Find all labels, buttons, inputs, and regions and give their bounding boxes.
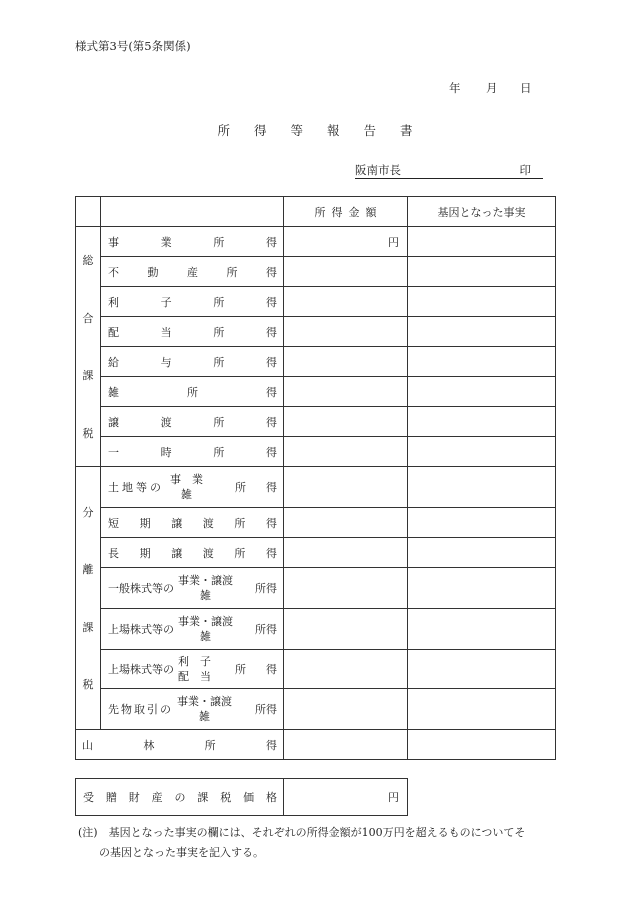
amount-field[interactable] — [284, 650, 408, 689]
amount-field[interactable] — [284, 730, 408, 760]
footnote-line-1: (注) 基因となった事実の欄には、それぞれの所得金額が100万円を超えるものについてそ — [78, 826, 526, 839]
header-blank-cell — [76, 197, 101, 227]
row-label-miscellaneous: 雑 所 得 — [101, 377, 284, 407]
form-number: 様式第3号(第5条関係) — [75, 39, 191, 53]
reason-field[interactable] — [408, 227, 556, 257]
reason-field[interactable] — [408, 538, 556, 568]
row-label-general-stocks: 一般株式等の 事業・譲渡 雑 所得 — [101, 568, 284, 609]
row-label-futures: 先物取引の 事業・譲渡 雑 所得 — [101, 689, 284, 730]
reason-field[interactable] — [408, 689, 556, 730]
title-char: 等 — [290, 123, 303, 138]
income-table — [75, 196, 556, 760]
amount-field[interactable] — [284, 609, 408, 650]
reason-field[interactable] — [408, 257, 556, 287]
amount-field[interactable] — [284, 689, 408, 730]
reason-field[interactable] — [408, 407, 556, 437]
gift-amount-field[interactable]: 円 — [284, 779, 408, 816]
reason-field[interactable] — [408, 437, 556, 467]
gift-label: 受 贈 財 産 の 課 税 価 格 — [76, 779, 284, 816]
date-year-label: 年 — [449, 81, 461, 95]
amount-field[interactable] — [284, 538, 408, 568]
footnote — [78, 823, 558, 863]
reason-field[interactable] — [408, 609, 556, 650]
amount-field[interactable] — [284, 508, 408, 538]
header-reason: 基因となった事実 — [408, 197, 556, 227]
amount-field[interactable] — [284, 377, 408, 407]
amount-field[interactable] — [284, 257, 408, 287]
row-label-dividend: 配 当 所 得 — [101, 317, 284, 347]
seal-mark: 印 — [519, 163, 531, 177]
gift-table — [75, 778, 408, 816]
row-label-short-term-transfer: 短 期 譲 渡 所 得 — [101, 508, 284, 538]
amount-field[interactable] — [284, 568, 408, 609]
reason-field[interactable] — [408, 508, 556, 538]
document-title — [0, 121, 630, 139]
header-blank-cell — [101, 197, 284, 227]
addressee-line[interactable] — [355, 162, 543, 179]
title-char: 所 — [217, 123, 230, 138]
amount-field[interactable] — [284, 347, 408, 377]
row-label-interest: 利 子 所 得 — [101, 287, 284, 317]
amount-field[interactable] — [284, 407, 408, 437]
title-char: 報 — [327, 123, 340, 138]
amount-field[interactable]: 円 — [284, 227, 408, 257]
date-day-label: 日 — [520, 81, 532, 95]
row-label-salary: 給 与 所 得 — [101, 347, 284, 377]
title-char: 書 — [400, 123, 413, 138]
row-label-temporary: 一 時 所 得 — [101, 437, 284, 467]
row-label-listed-stocks-transfer: 上場株式等の 事業・譲渡 雑 所得 — [101, 609, 284, 650]
reason-field[interactable] — [408, 650, 556, 689]
reason-field[interactable] — [408, 347, 556, 377]
reason-field[interactable] — [408, 568, 556, 609]
row-label-transfer: 譲 渡 所 得 — [101, 407, 284, 437]
header-income-amount: 所 得 金 額 — [284, 197, 408, 227]
reason-field[interactable] — [408, 377, 556, 407]
reason-field[interactable] — [408, 317, 556, 347]
footnote-line-2: の基因となった事実を記入する。 — [99, 846, 264, 859]
row-label-long-term-transfer: 長 期 譲 渡 所 得 — [101, 538, 284, 568]
date-month-label: 月 — [486, 81, 498, 95]
row-label-business: 事 業 所 得 — [101, 227, 284, 257]
reason-field[interactable] — [408, 467, 556, 508]
title-char: 得 — [253, 123, 267, 138]
amount-field[interactable] — [284, 467, 408, 508]
row-label-forest: 山 林 所 得 — [76, 730, 284, 760]
amount-field[interactable] — [284, 317, 408, 347]
category-comprehensive: 総 合 課 税 — [76, 227, 101, 467]
reason-field[interactable] — [408, 730, 556, 760]
row-label-real-estate: 不 動 産 所 得 — [101, 257, 284, 287]
row-label-listed-stocks-dividend: 上場株式等の 利 子 配 当 所 得 — [101, 650, 284, 689]
amount-field[interactable] — [284, 437, 408, 467]
row-label-land: 土地等の 事 業 雑 所 得 — [101, 467, 284, 508]
amount-field[interactable] — [284, 287, 408, 317]
addressee-name: 阪南市長 — [355, 163, 401, 177]
title-char: 告 — [363, 123, 377, 138]
reason-field[interactable] — [408, 287, 556, 317]
category-separate: 分 離 課 税 — [76, 467, 101, 730]
